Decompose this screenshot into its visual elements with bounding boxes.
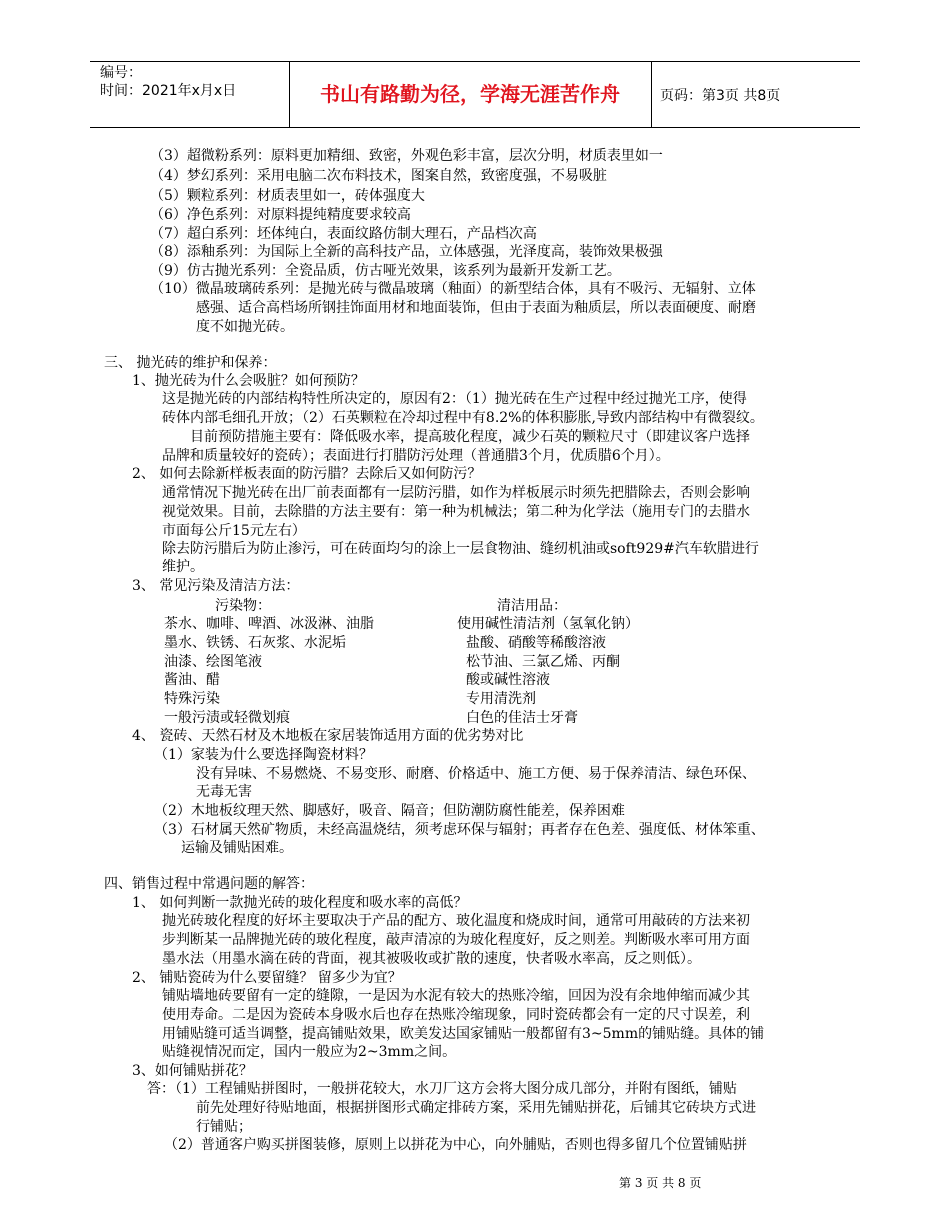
cleaner-cell: 使用碱性清洁剂（氢氧化钠）	[457, 616, 639, 632]
stain-cell: 墨水、铁锈、石灰浆、水泥垢	[164, 635, 346, 651]
text-line: 度不如抛光砖。	[196, 319, 294, 335]
text-line: 抛光砖玻化程度的好坏主要取决于产品的配方、玻化温度和烧成时间，通常可用敲砖的方法来初	[162, 913, 750, 929]
stain-cell: 一般污渍或轻微划痕	[164, 710, 290, 726]
page-info: 页码：第3页 共8页	[660, 88, 781, 104]
text-line: （5）颗粒系列：材质表里如一，砖体强度大	[150, 188, 425, 204]
text-line: （1）家装为什么要选择陶瓷材料？	[154, 747, 373, 763]
text-line: 通常情况下抛光砖在出厂前表面都有一层防污腊，如作为样板展示时须先把腊除去，否则会影响	[162, 485, 750, 501]
text-line: 前先处理好待贴地面，根据拼图形式确定排砖方案，采用先铺贴拼花，后铺其它砖块方式进	[196, 1100, 756, 1116]
subsection-heading: 3、如何铺贴拼花？	[132, 1063, 253, 1079]
text-line: （7）超白系列：坯体纯白，表面纹路仿制大理石，产品档次高	[150, 226, 537, 242]
text-line: 维护。	[162, 559, 204, 575]
cleaner-cell: 松节油、三氯乙烯、丙酮	[466, 654, 620, 670]
cleaner-cell: 盐酸、硝酸等稀酸溶液	[466, 635, 606, 651]
table-header-cleaners: 清洁用品：	[497, 598, 567, 614]
header-motto: 书山有路勤为径，学海无涯苦作舟	[320, 82, 620, 106]
page-footer: 第 3 页 共 8 页	[619, 1176, 702, 1190]
text-line: （6）净色系列：对原料提纯精度要求较高	[150, 207, 411, 223]
text-line: 市面每公斤15元左右）	[162, 523, 306, 539]
text-line: （2）普通客户购买拼图装修，原则上以拼花为中心，向外脯贴，否则也得多留几个位置铺贴拼	[164, 1137, 747, 1153]
section-heading: 四、销售过程中常遇问题的解答：	[104, 876, 314, 892]
stain-cell: 油漆、绘图笔液	[164, 654, 262, 670]
text-line: （9）仿古抛光系列：全瓷品质，仿古哑光效果，该系列为最新开发新工艺。	[150, 263, 621, 279]
text-line: 运输及铺贴困难。	[181, 840, 293, 856]
header-divider-right	[651, 61, 652, 127]
subsection-heading: 2、 铺贴瓷砖为什么要留缝？ 留多少为宜？	[132, 970, 402, 986]
stain-cell: 酱油、醋	[164, 672, 220, 688]
section-heading: 三、 抛光砖的维护和保养：	[104, 355, 277, 371]
subsection-heading: 1、抛光砖为什么会吸脏？如何预防？	[132, 373, 365, 389]
text-line: （3）石材属天然矿物质，未经高温烧结，须考虑环保与辐射；再者存在色差、强度低、材体笨重、	[154, 822, 765, 838]
text-line: 步判断某一品牌抛光砖的玻化程度，敲声清凉的为玻化程度好，反之则差。判断吸水率可用方面	[162, 932, 750, 948]
text-line: 品牌和质量较好的瓷砖）；表面进行打腊防污处理（普通腊3个月，优质腊6个月）。	[162, 448, 670, 464]
text-line: （2）木地板纹理天然、脚感好，吸音、隔音；但防潮防腐性能差，保养困难	[154, 803, 625, 819]
cleaner-cell: 专用清洗剂	[466, 691, 536, 707]
stain-cell: 茶水、咖啡、啤酒、冰汲淋、油脂	[164, 616, 374, 632]
text-line: 视觉效果。目前，去除腊的方法主要有：第一种为机械法；第二种为化学法（施用专门的去腊水	[162, 504, 750, 520]
text-line: 贴缝视情况而定，国内一般应为2~3mm之间。	[162, 1044, 457, 1060]
subsection-heading: 4、 瓷砖、天然石材及木地板在家居装饰适用方面的优劣势对比	[132, 728, 524, 744]
subsection-heading: 3、 常见污染及清洁方法：	[132, 578, 300, 594]
text-line: 铺贴墙地砖要留有一定的缝隙，一是因为水泥有较大的热账冷缩，回因为没有余地伸缩而减少其	[162, 988, 750, 1004]
text-line: 答：（1）工程铺贴拼图时，一般拼花较大，水刀厂这方会将大图分成几部分，并附有图纸，铺贴	[147, 1081, 737, 1097]
text-line: （8）添釉系列：为国际上全新的高科技产品，立体感强，光泽度高，装饰效果极强	[150, 244, 663, 260]
text-line: 使用寿命。二是因为瓷砖本身吸水后也存在热账冷缩现象，同时瓷砖都会有一定的尺寸误差，利	[162, 1007, 750, 1023]
text-line: 无毒无害	[196, 784, 252, 800]
header-top-rule	[90, 61, 860, 62]
subsection-heading: 2、 如何去除新样板表面的防污腊？去除后又如何防污？	[132, 466, 482, 482]
cleaner-cell: 酸或碱性溶液	[466, 672, 550, 688]
table-header-stains: 污染物：	[215, 598, 271, 614]
text-line: 感强、适合高档场所钢挂饰面用材和地面装饰，但由于表面为釉质层，所以表面硬度、耐磨	[196, 300, 756, 316]
text-line: 行铺贴；	[196, 1119, 252, 1135]
text-line: （3）超微粉系列：原料更加精细、致密，外观色彩丰富，层次分明，材质表里如一	[150, 148, 663, 164]
stain-cell: 特殊污染	[164, 691, 220, 707]
text-line: （10）微晶玻璃砖系列：是抛光砖与微晶玻璃（釉面）的新型结合体，具有不吸污、无辐射、立体	[150, 281, 756, 297]
text-line: 没有异味、不易燃烧、不易变形、耐磨、价格适中、施工方便、易于保养清洁、绿色环保、	[196, 766, 756, 782]
text-line: 除去防污腊后为防止渗污，可在砖面均匀的涂上一层食物油、缝纫机油或soft929#汽车软腊进行	[162, 541, 759, 557]
text-line: 砖体内部毛细孔开放；（2）石英颗粒在冷却过程中有8.2%的体积膨胀,导致内部结构中有微裂纹。	[162, 410, 764, 426]
text-line: 用铺贴缝可适当调整，提高铺贴效果，欧美发达国家铺贴一般都留有3~5mm的铺贴缝。具体的铺	[162, 1026, 765, 1042]
document-time-label: 时间：2021年x月x日	[100, 83, 237, 99]
header-bottom-rule	[90, 127, 860, 128]
subsection-heading: 1、 如何判断一款抛光砖的玻化程度和吸水率的高低？	[132, 895, 468, 911]
document-number-label: 编号：	[100, 65, 142, 81]
text-line: 目前预防措施主要有：降低吸水率，提高玻化程度，减少石英的颗粒尺寸（即建议客户选择	[190, 429, 750, 445]
text-line: （4）梦幻系列：采用电脑二次布料技术，图案自然，致密度强，不易吸脏	[150, 168, 607, 184]
text-line: 墨水法（用墨水滴在砖的背面，视其被吸收或扩散的速度，快者吸水率高，反之则低）。	[162, 951, 701, 967]
text-line: 这是抛光砖的内部结构特性所决定的，原因有2：（1）抛光砖在生产过程中经过抛光工序，使得	[162, 391, 747, 407]
cleaner-cell: 白色的佳洁士牙膏	[466, 710, 578, 726]
